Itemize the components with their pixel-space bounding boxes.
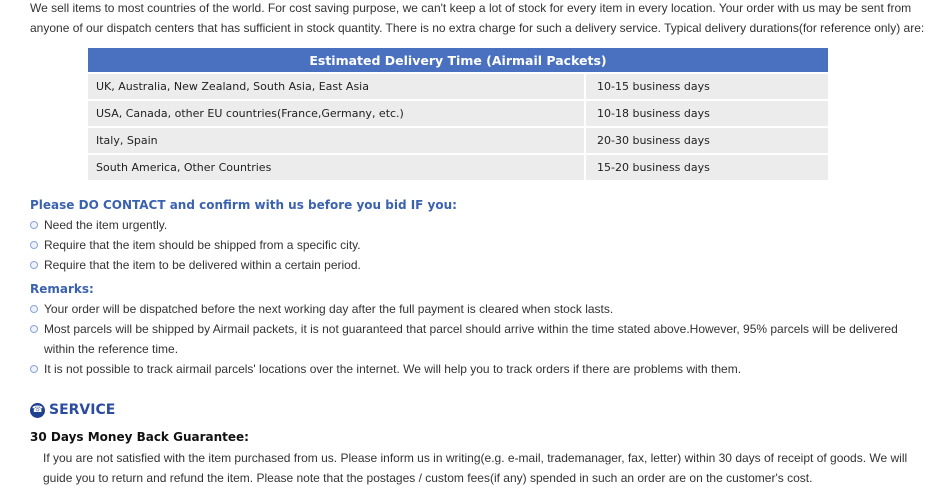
list-item xyxy=(30,215,930,235)
region-cell: UK, Australia, New Zealand, South Asia, East Asia xyxy=(88,72,584,99)
delivery-table-title: Estimated Delivery Time (Airmail Packets) xyxy=(88,48,828,72)
bullet-icon xyxy=(30,241,38,249)
guarantee-title: 30 Days Money Back Guarantee: xyxy=(30,430,249,444)
bullet-icon xyxy=(30,221,38,229)
days-cell: 20-30 business days xyxy=(584,126,828,153)
remarks-list xyxy=(30,299,930,379)
table-row xyxy=(88,99,828,126)
service-heading-label: SERVICE xyxy=(49,402,116,418)
list-item xyxy=(30,359,930,379)
guarantee-text: If you are not satisfied with the item purchased from us. Please inform us in writing(e.g. e-mail, trademanager, fax, letter) within 30 days of receipt of goods. We will guide you to return and refund the item. Please note that the postages / custom fees(if any) spended in such an order are on the customer's cost. xyxy=(43,451,908,485)
remarks-heading: Remarks: xyxy=(30,282,94,296)
region-cell: USA, Canada, other EU countries(France,Germany, etc.) xyxy=(88,99,584,126)
region-cell: Italy, Spain xyxy=(88,126,584,153)
bullet-icon xyxy=(30,365,38,373)
list-item-text: Require that the item should be shipped from a specific city. xyxy=(44,238,361,252)
list-item xyxy=(30,299,930,319)
headset-icon: ☎ xyxy=(30,403,45,418)
contact-list xyxy=(30,215,930,275)
bullet-icon xyxy=(30,325,38,333)
contact-heading: Please DO CONTACT and confirm with us before you bid IF you: xyxy=(30,198,457,212)
bullet-icon xyxy=(30,261,38,269)
region-cell: South America, Other Countries xyxy=(88,153,584,180)
intro-paragraph: We sell items to most countries of the world. For cost saving purpose, we can't keep a lot of stock for every item in every location. Your order with us may be sent from anyone of our dispatch centers that has sufficient in stock quantity. There is no extra charge for such a delivery service. Typical delivery durations(for reference only) are: xyxy=(30,1,925,35)
delivery-time-table xyxy=(88,48,828,180)
days-cell: 10-15 business days xyxy=(584,72,828,99)
list-item xyxy=(30,235,930,255)
list-item-text: Your order will be dispatched before the next working day after the full payment is cleared when stock lasts. xyxy=(44,302,614,316)
list-item-text: Most parcels will be shipped by Airmail packets, it is not guaranteed that parcel should arrive within the time stated above.However, 95% parcels will be delivered within the reference time. xyxy=(44,322,898,356)
table-row xyxy=(88,72,828,99)
list-item xyxy=(30,319,930,359)
table-row xyxy=(88,126,828,153)
table-row xyxy=(88,153,828,180)
list-item xyxy=(30,255,930,275)
list-item-text: It is not possible to track airmail parcels' locations over the internet. We will help you to track orders if there are problems with them. xyxy=(44,362,742,376)
list-item-text: Require that the item to be delivered within a certain period. xyxy=(44,258,361,272)
list-item-text: Need the item urgently. xyxy=(44,218,168,232)
days-cell: 10-18 business days xyxy=(584,99,828,126)
service-heading xyxy=(30,402,115,418)
bullet-icon xyxy=(30,305,38,313)
days-cell: 15-20 business days xyxy=(584,153,828,180)
